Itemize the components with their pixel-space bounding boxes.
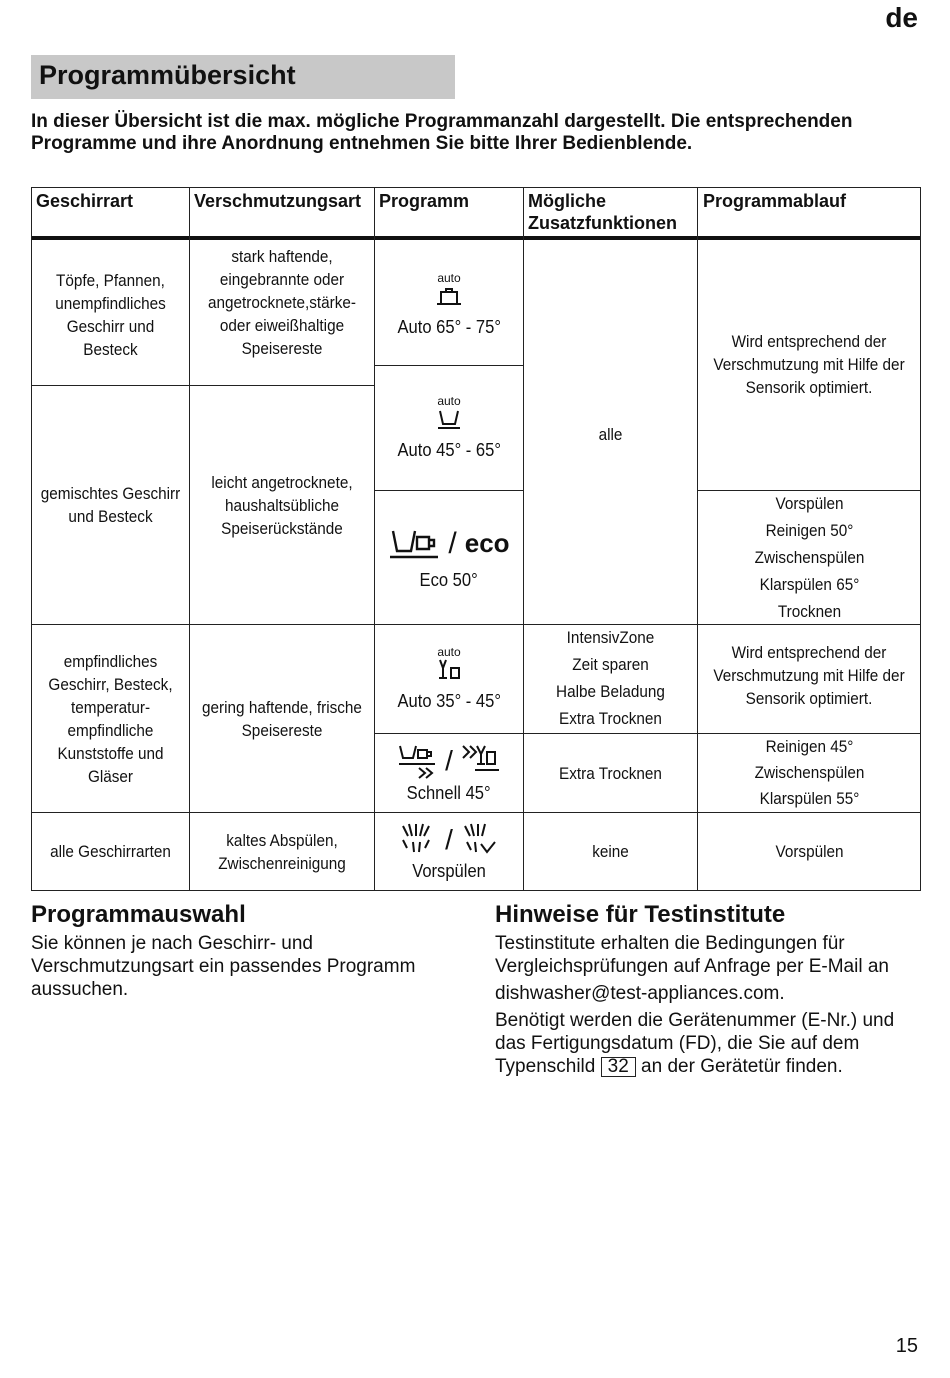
geschirr-cell: Töpfe, Pfannen, unempfindliches Geschirr und Besteck (55, 270, 166, 359)
verschmutzung-cell: kaltes Abspülen, Zwischenreinigung (218, 830, 346, 873)
eco-icon-label: eco (464, 528, 510, 558)
header-verschmutzungsart: Verschmutzungsart (194, 191, 362, 211)
spray-icon (399, 822, 437, 858)
program-label: Vorspülen (412, 860, 486, 881)
program-label: Auto 35° - 45° (397, 691, 501, 711)
verschmutzung-cell: gering haftende, frische Speisereste (202, 697, 362, 740)
program-table (31, 187, 921, 891)
hinweise-text-2a: Benötigt werden die Gerätenummer (E-Nr.) und das Fertigungsdatum (FD), die Sie auf dem Typenschild (495, 1010, 895, 1077)
program-label: Schnell 45° (407, 783, 491, 803)
program-eco-50 (375, 491, 523, 624)
geschirr-cell: alle Geschirrarten (50, 842, 171, 861)
program-auto-35-45 (375, 625, 523, 733)
zusatz-cell: Extra Trocknen (559, 763, 662, 783)
header-programmablauf: Programmablauf (703, 191, 847, 211)
program-label: Auto 65° - 75° (397, 316, 501, 337)
quick-wash-icon (397, 742, 439, 780)
auto-label: auto (437, 394, 461, 408)
program-auto-45-65 (375, 366, 523, 490)
verschmutzung-cell: leicht angetrocknete, haushaltsübliche Speiserückstände (211, 472, 353, 538)
auto-label: auto (437, 270, 461, 285)
hinweise-text-2 (495, 1009, 920, 1078)
spray-glass-icon (461, 822, 499, 858)
hinweise-email: dishwasher@test-appliances.com. (495, 983, 785, 1004)
prerinse-symbol: / (399, 822, 499, 858)
title-banner (31, 55, 455, 99)
ablauf-cell: Vorspülen (775, 842, 844, 861)
dishes-icon (388, 525, 440, 563)
program-label: Auto 45° - 65° (397, 440, 501, 460)
zusatz-cell: keine (592, 842, 629, 861)
programmauswahl-text: Sie können je nach Geschirr- und Verschmutzungsart ein passendes Programm aussuchen. (31, 933, 416, 1000)
page-title: Programmübersicht (39, 60, 296, 90)
bowl-icon (434, 407, 464, 433)
hinweise-text-2b: an der Gerätetür finden. (641, 1056, 843, 1077)
reference-box: 32 (601, 1057, 636, 1077)
pot-icon (434, 284, 464, 310)
ablauf-cell: Wird entsprechend der Verschmutzung mit Hilfe der Sensorik optimiert. (713, 331, 905, 397)
quick-symbol: / (397, 742, 501, 780)
program-label: Eco 50° (419, 569, 479, 590)
intro-text: In dieser Übersicht ist die max. mögliche Programmanzahl dargestellt. Die entsprechenden Programme und ihre Anordnung entnehmen Sie bitte Ihrer Bedienblende. (31, 111, 853, 154)
auto-label: auto (437, 645, 461, 659)
page-number: 15 (895, 1335, 918, 1357)
ablauf-cell: Wird entsprechend der Verschmutzung mit Hilfe der Sensorik optimiert. (713, 642, 905, 708)
ablauf-cell: Vorspülen Reinigen 50° Zwischenspülen Klarspülen 65° Trocknen (754, 494, 865, 621)
geschirr-cell: gemischtes Geschirr und Besteck (40, 484, 181, 526)
glass-icon (434, 658, 464, 684)
program-vorspuelen (375, 813, 523, 890)
programmauswahl-section (31, 903, 451, 1005)
hinweise-heading: Hinweise für Testinstitute (495, 901, 786, 928)
program-schnell-45 (375, 734, 523, 812)
header-geschirrart: Geschirrart (36, 191, 134, 211)
hinweise-text: Testinstitute erhalten die Bedingungen für Vergleichsprüfungen auf Anfrage per E-Mail an (495, 933, 889, 977)
language-tag: de (885, 2, 918, 33)
hinweise-section (495, 903, 920, 1082)
zusatz-cell: alle (598, 424, 623, 444)
header-programm: Programm (379, 191, 470, 211)
header-zusatzfunktionen: Mögliche Zusatzfunktionen (528, 191, 677, 233)
eco-symbol: / eco (388, 525, 509, 563)
program-auto-65-75 (375, 244, 523, 365)
verschmutzung-cell: stark haftende, eingebrannte oder angetrocknete,stärke- oder eiweißhaltige Speisereste (208, 246, 356, 358)
quick-glass-icon (459, 742, 501, 780)
programmauswahl-heading: Programmauswahl (31, 901, 246, 928)
ablauf-cell: Reinigen 45° Zwischenspülen Klarspülen 55° (754, 737, 865, 808)
geschirr-cell: empfindliches Geschirr, Besteck, temperatur-empfindliche Kunststoffe und Gläser (48, 651, 173, 786)
table-header (32, 188, 920, 240)
zusatz-cell: IntensivZone Zeit sparen Halbe Beladung Extra Trocknen (556, 627, 665, 728)
